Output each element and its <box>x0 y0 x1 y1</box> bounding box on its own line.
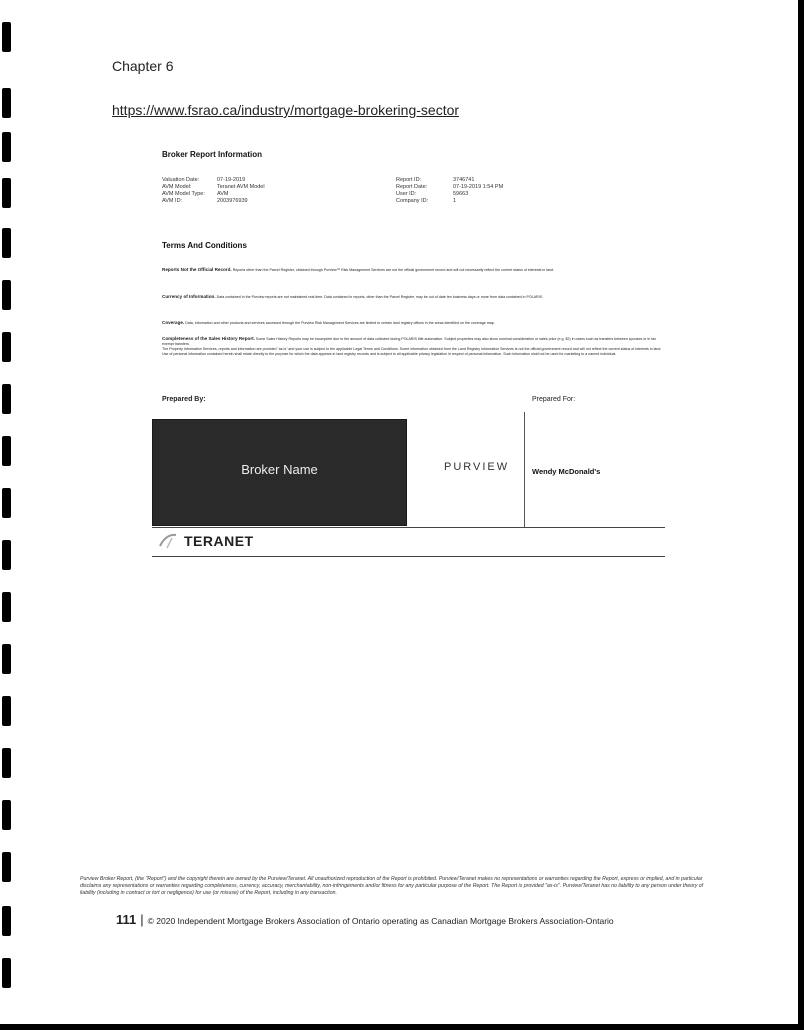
divider <box>152 556 665 557</box>
report-left-values: 07-19-2019 Teranet AVM Model AVM 2003976939 <box>217 177 265 204</box>
fsrao-link[interactable]: https://www.fsrao.ca/industry/mortgage-brokering-sector <box>112 102 460 118</box>
terms-paragraph: Currency of Information. Data contained in the Purview reports are not maintained real-time. Data contained in reports, other than the Parcel Register, may be out of date ten business days or more from data contained in POLARIS. <box>162 294 544 299</box>
page-number: 111 <box>116 912 137 927</box>
broker-name-box <box>152 419 407 526</box>
binder-hole <box>2 22 11 52</box>
binder-hole <box>2 178 11 208</box>
binder-hole <box>2 958 11 988</box>
page-footer <box>116 912 614 927</box>
binder-hole <box>2 228 11 258</box>
binder-hole <box>2 332 11 362</box>
footer-separator: | <box>140 912 144 927</box>
copyright-text: © 2020 Independent Mortgage Brokers Association of Ontario operating as Canadian Mortgage Brokers Association-Ontario <box>147 916 614 926</box>
divider <box>152 527 665 528</box>
binder-hole <box>2 852 11 882</box>
terms-paragraph: Coverage. Data, information and other products and services accessed through the Purview Risk Management Services are limited to certain land registry offices in the areas identified on the coverage map. <box>162 320 495 325</box>
report-right-labels: Report ID: Report Date: User ID: Company ID: <box>396 177 429 204</box>
column-divider <box>524 412 525 528</box>
report-right-values: 3746741 07-19-2019 1:54 PM 59663 1 <box>453 177 504 204</box>
teranet-swoosh-icon <box>158 532 178 550</box>
binder-hole <box>2 800 11 830</box>
purview-logo: PURVIEW <box>444 461 510 473</box>
binder-hole <box>2 88 11 118</box>
client-name: Wendy McDonald's <box>532 467 601 476</box>
binder-hole <box>2 488 11 518</box>
broker-name: Broker Name <box>241 462 318 477</box>
chapter-heading: Chapter 6 <box>112 58 174 74</box>
terms-paragraph: Completeness of the Sales History Report. Some Sales History Reports may be incomplete due to the amount of data collected during POLARIS title automation. Subject properties may also show nominal consideration or sales price (e.g. $2) in cases such as transfers between spouses or in tax exempt transfers. The Property Information Services, reports and information are provided "as is" and your use is subject to the applicable Legal Terms and Conditions. Some information obtained from the Land Registry Information Services is not the official government record and will not reflect the current status of interests in land. Use of personal information contained herein shall relate directly to the purpose for which the data appears in land registry records and is subject to all applicable privacy legislation in respect of personal information. Such information shall not be used for marketing to a named individual. <box>162 336 662 356</box>
binder-hole <box>2 644 11 674</box>
prepared-by-label: Prepared By: <box>162 396 206 403</box>
report-left-labels: Valuation Date: AVM Model: AVM Model Type: AVM ID: <box>162 177 205 204</box>
terms-heading: Terms And Conditions <box>162 241 247 250</box>
teranet-logo: TERANET <box>184 533 254 549</box>
binder-hole <box>2 748 11 778</box>
binder-hole <box>2 384 11 414</box>
binder-hole <box>2 696 11 726</box>
binder-hole <box>2 540 11 570</box>
binder-hole <box>2 906 11 936</box>
terms-paragraph: Reports Not the Official Record. Reports other than the Parcel Register, obtained through Purview™ Risk Management Services are not the official government record and will not necessarily reflect the current status of interests in land. <box>162 267 555 272</box>
disclaimer-text: Purview Broker Report, (the "Report") and the copyright therein are owned by the Purview/Teranet. All unauthorized reproduction of the Report is prohibited. Purview/Teranet makes no representations or warranties regarding the Report, express or implied, and in particular disclaims any representations or warranties regarding completeness, currency, accuracy, merchantability, non-infringements and/or fitness for any particular purpose of the Report. The Report is provided "as-is". Purview/Teranet has no liability to any person under theory of liability (including in contract or tort or negligence) for use (or misuse) of the Report, including in any transaction. <box>80 876 704 897</box>
binder-hole <box>2 132 11 162</box>
prepared-for-label: Prepared For: <box>532 396 576 403</box>
broker-report-heading: Broker Report Information <box>162 150 263 159</box>
binder-hole <box>2 436 11 466</box>
binder-hole <box>2 592 11 622</box>
binder-hole <box>2 280 11 310</box>
